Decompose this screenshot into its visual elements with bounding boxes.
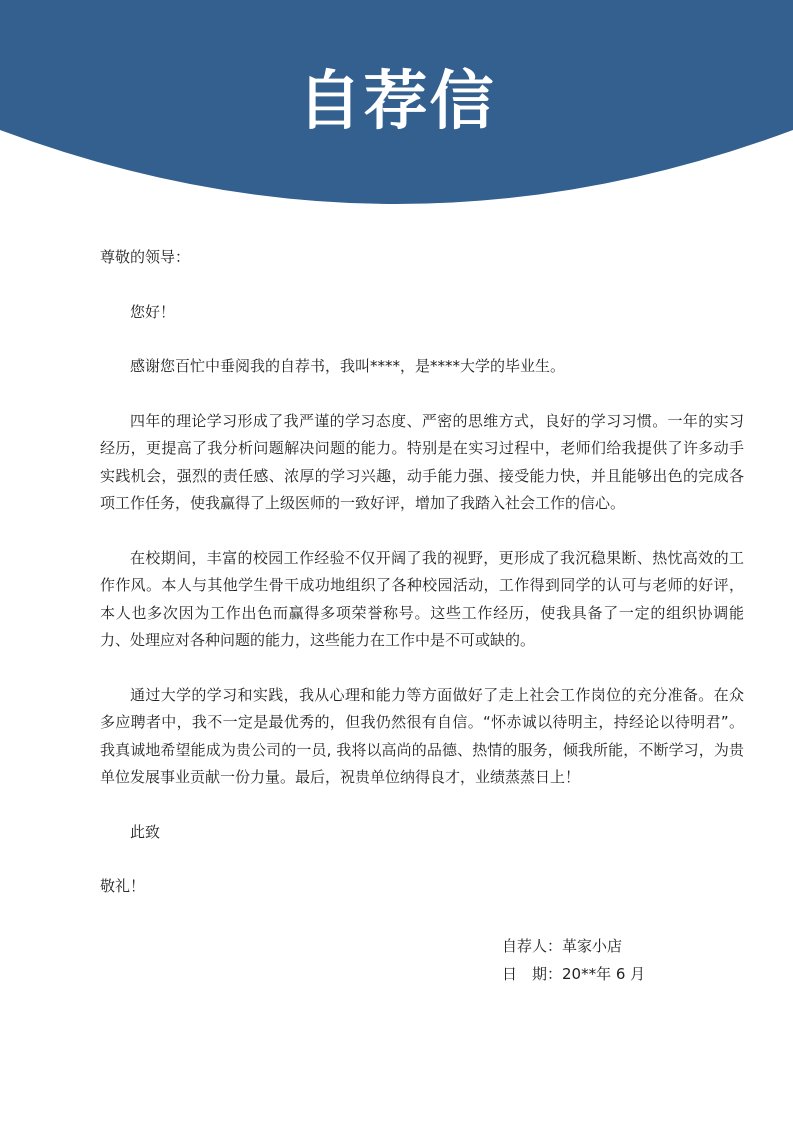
- paragraph-campus: 在校期间，丰富的校园工作经验不仅开阔了我的视野，更形成了我沉稳果断、热忱高效的工作作风。本人与其他学生骨干成功地组织了各种校园活动，工作得到同学的认可与老师的好评，本人也多次因为工作出色而赢得多项荣誉称号。这些工作经历，使我具备了一定的组织协调能力、处理应对各种问题的能力，这些能力在工作中是不可或缺的。: [100, 548, 744, 649]
- salutation: 尊敬的领导：: [100, 248, 191, 266]
- paragraph-study: 四年的理论学习形成了我严谨的学习态度、严密的思维方式，良好的学习习惯。一年的实习经历，更提高了我分析问题解决问题的能力。特别是在实习过程中，老师们给我提供了许多动手实践机会，强烈的责任感、浓厚的学习兴趣，动手能力强、接受能力快，并且能够出色的完成各项工作任务，使我赢得了上级医师的一致好评，增加了我踏入社会工作的信心。: [100, 411, 744, 512]
- date-value: 20**年 6 月: [562, 965, 646, 983]
- greeting: 您好！: [130, 302, 176, 321]
- author-name: 革家小店: [562, 937, 623, 955]
- paragraph-conclusion: 通过大学的学习和实践，我从心理和能力等方面做好了走上社会工作岗位的充分准备。在众多应聘者中，我不一定是最优秀的，但我仍然很有自信。“怀赤诚以待明主，持经论以待明君”。我真诚地希望能成为贵公司的一员, 我将以高尚的品德、热情的服务，倾我所能，不断学习，为贵单位发展事业贡献一份力量。最后，祝贵单位纳得良才，业绩蒸蒸日上！: [100, 685, 744, 786]
- regards: 敬礼！: [100, 877, 146, 895]
- author-line: [502, 932, 645, 960]
- closing: 此致: [130, 822, 161, 841]
- date-line: [502, 960, 645, 988]
- signature-block: [502, 932, 645, 988]
- paragraph-intro: 感谢您百忙中垂阅我的自荐书，我叫****，是****大学的毕业生。: [130, 357, 566, 375]
- page-title: 自荐信: [297, 65, 496, 139]
- author-label: 自荐人：: [502, 937, 563, 955]
- letter-body: [100, 244, 744, 901]
- date-label: 日 期：: [502, 965, 563, 983]
